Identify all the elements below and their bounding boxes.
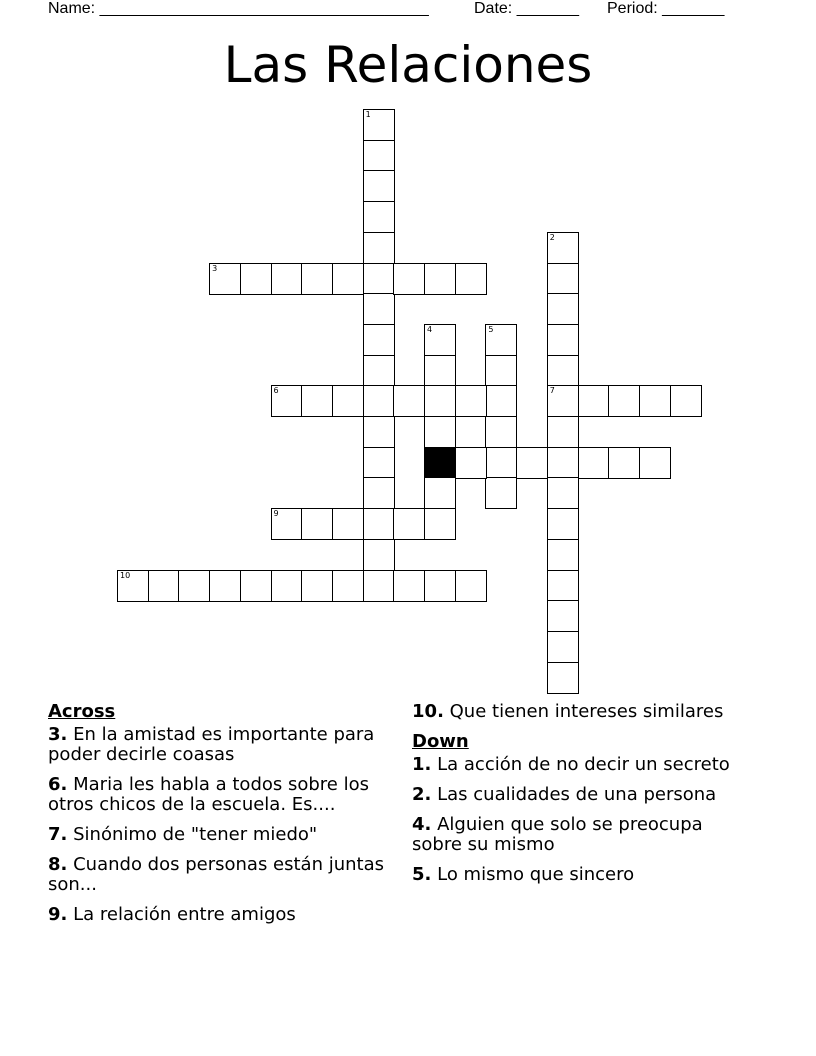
grid-cell[interactable] [547,477,579,509]
clue-item [48,725,398,765]
clue-item [48,855,398,895]
grid-cell[interactable] [301,508,333,540]
clues-section [0,702,816,1042]
grid-cell[interactable] [547,539,579,571]
clue-item-dot: . [60,724,68,745]
grid-cell[interactable] [547,416,579,448]
clue-item-number: 10 [412,701,438,722]
grid-cell[interactable] [209,570,241,602]
grid-cell[interactable] [301,570,333,602]
grid-cell[interactable] [363,293,395,325]
grid-cell[interactable] [332,385,364,417]
grid-cell[interactable] [363,447,395,479]
clue-item-text: Lo mismo que sincero [437,864,635,885]
name-field-label: Name: _____________________________________ [48,0,429,17]
grid-cell[interactable] [485,447,517,479]
clue-item [48,905,398,925]
grid-cell[interactable] [424,385,456,417]
clue-item-text: Sinónimo de "tener miedo" [73,824,318,845]
clue-item-dot: . [424,864,432,885]
grid-cell[interactable] [455,263,487,295]
clue-item [48,775,398,815]
grid-cell[interactable] [363,385,395,417]
grid-cell[interactable] [485,355,517,387]
grid-cell[interactable] [455,385,487,417]
clue-item-number: 7 [48,824,61,845]
clue-item-number: 5 [412,864,425,885]
clue-item-number: 9 [48,904,61,925]
grid-cell[interactable] [363,170,395,202]
grid-cell[interactable] [516,447,548,479]
clue-item [412,865,757,885]
clue-number: 3 [212,263,218,273]
grid-cell[interactable] [547,324,579,356]
clue-number: 8 [427,447,433,457]
clue-number: 9 [273,509,279,519]
grid-cell[interactable] [271,263,303,295]
grid-cell[interactable] [271,385,303,417]
clue-item-number: 8 [48,854,61,875]
grid-cell[interactable] [271,570,303,602]
clue-item [412,702,757,722]
clue-item-number: 3 [48,724,61,745]
clue-item-number: 2 [412,784,425,805]
clue-item [412,755,757,775]
down-heading: Down [412,731,469,752]
clue-item-dot: . [437,701,444,722]
grid-cell[interactable] [455,570,487,602]
grid-cell[interactable] [547,662,579,694]
grid-cell[interactable] [178,570,210,602]
grid-cell[interactable] [363,477,395,509]
grid-cell[interactable] [547,385,579,417]
grid-cell[interactable] [608,385,640,417]
grid-cell[interactable] [301,263,333,295]
clue-item-dot: . [60,774,68,795]
grid-cell[interactable] [393,385,425,417]
grid-cell[interactable] [363,140,395,172]
clue-number: 6 [273,386,279,396]
grid-cell[interactable] [547,508,579,540]
clue-item-dot: . [424,784,432,805]
grid-cell[interactable] [363,539,395,571]
across-clue-list-continued [412,702,757,722]
grid-cell[interactable] [363,324,395,356]
grid-cell[interactable] [485,324,517,356]
period-field-label: Period: _______ [607,0,725,17]
across-heading: Across [48,701,116,722]
grid-cell[interactable] [547,447,579,479]
clue-item-dot: . [60,854,68,875]
grid-cell[interactable] [547,570,579,602]
grid-cell[interactable] [240,570,272,602]
grid-cell[interactable] [547,355,579,387]
black-cell [424,447,456,479]
clue-item-text: Maria les habla a todos sobre los otros chicos de la escuela. Es.... [48,774,369,815]
grid-cell[interactable] [363,570,395,602]
clue-number: 1 [365,110,371,119]
grid-cell[interactable] [485,477,517,509]
clue-item-text: La acción de no decir un secreto [437,754,730,775]
clue-item-number: 1 [412,754,425,775]
grid-cell[interactable] [148,570,180,602]
grid-cell[interactable] [547,293,579,325]
clue-item-text: Las cualidades de una persona [437,784,717,805]
clue-item-number: 6 [48,774,61,795]
grid-cell[interactable] [424,508,456,540]
grid-cell[interactable] [271,508,303,540]
clue-number: 2 [549,232,555,242]
grid-cell[interactable] [670,385,702,417]
grid-cell[interactable] [578,385,610,417]
grid-cell[interactable] [547,631,579,663]
clue-number: 10 [120,570,131,580]
grid-cell[interactable] [424,263,456,295]
grid-cell[interactable] [608,447,640,479]
puzzle-title: Las Relaciones [223,36,593,94]
grid-cell[interactable] [485,416,517,448]
grid-cell[interactable] [485,385,517,417]
across-clue-list [48,725,398,925]
clue-item [412,785,757,805]
grid-cell[interactable] [363,201,395,233]
grid-cell[interactable] [547,232,579,264]
clue-item [412,815,757,855]
clue-item-dot: . [424,814,432,835]
grid-cell[interactable] [117,570,149,602]
clues-left-column [48,702,398,935]
grid-cell[interactable] [578,447,610,479]
grid-cell[interactable] [393,570,425,602]
grid-cell[interactable] [363,355,395,387]
clue-item-dot: . [60,824,68,845]
grid-cell[interactable] [363,109,395,141]
clue-number: 4 [427,324,433,334]
clue-item-text: La relación entre amigos [73,904,296,925]
grid-cell[interactable] [332,263,364,295]
grid-cell[interactable] [301,385,333,417]
grid-cell[interactable] [393,508,425,540]
grid-cell[interactable] [455,447,487,479]
grid-cell[interactable] [393,263,425,295]
grid-cell[interactable] [332,570,364,602]
clue-item-text: Cuando dos personas están juntas son... [48,854,385,895]
grid-cell[interactable] [424,570,456,602]
clue-item-dot: . [60,904,68,925]
clue-item [48,825,398,845]
clues-right-column [412,702,757,895]
grid-cell[interactable] [424,477,456,509]
date-field-label: Date: _______ [474,0,579,17]
grid-cell[interactable] [363,232,395,264]
grid-cell[interactable] [424,416,456,448]
clue-number: 5 [488,324,494,334]
grid-cell[interactable] [639,447,671,479]
clue-item-text: Que tienen intereses similares [449,701,724,722]
down-clue-list [412,755,757,885]
grid-cell[interactable] [363,508,395,540]
grid-cell[interactable] [332,508,364,540]
clue-item-text: Alguien que solo se preocupa sobre su mismo [412,814,703,855]
grid-cell[interactable] [363,263,395,295]
grid-cell[interactable] [209,263,241,295]
clue-item-dot: . [424,754,432,775]
grid-cell[interactable] [424,324,456,356]
clue-item-text: En la amistad es importante para poder decirle coasas [48,724,375,765]
clue-item-number: 4 [412,814,425,835]
grid-cell[interactable] [547,263,579,295]
clue-number: 7 [549,386,555,396]
grid-cell[interactable] [363,416,395,448]
grid-cell[interactable] [639,385,671,417]
grid-cell[interactable] [424,355,456,387]
grid-cell[interactable] [547,600,579,632]
grid-cell[interactable] [240,263,272,295]
